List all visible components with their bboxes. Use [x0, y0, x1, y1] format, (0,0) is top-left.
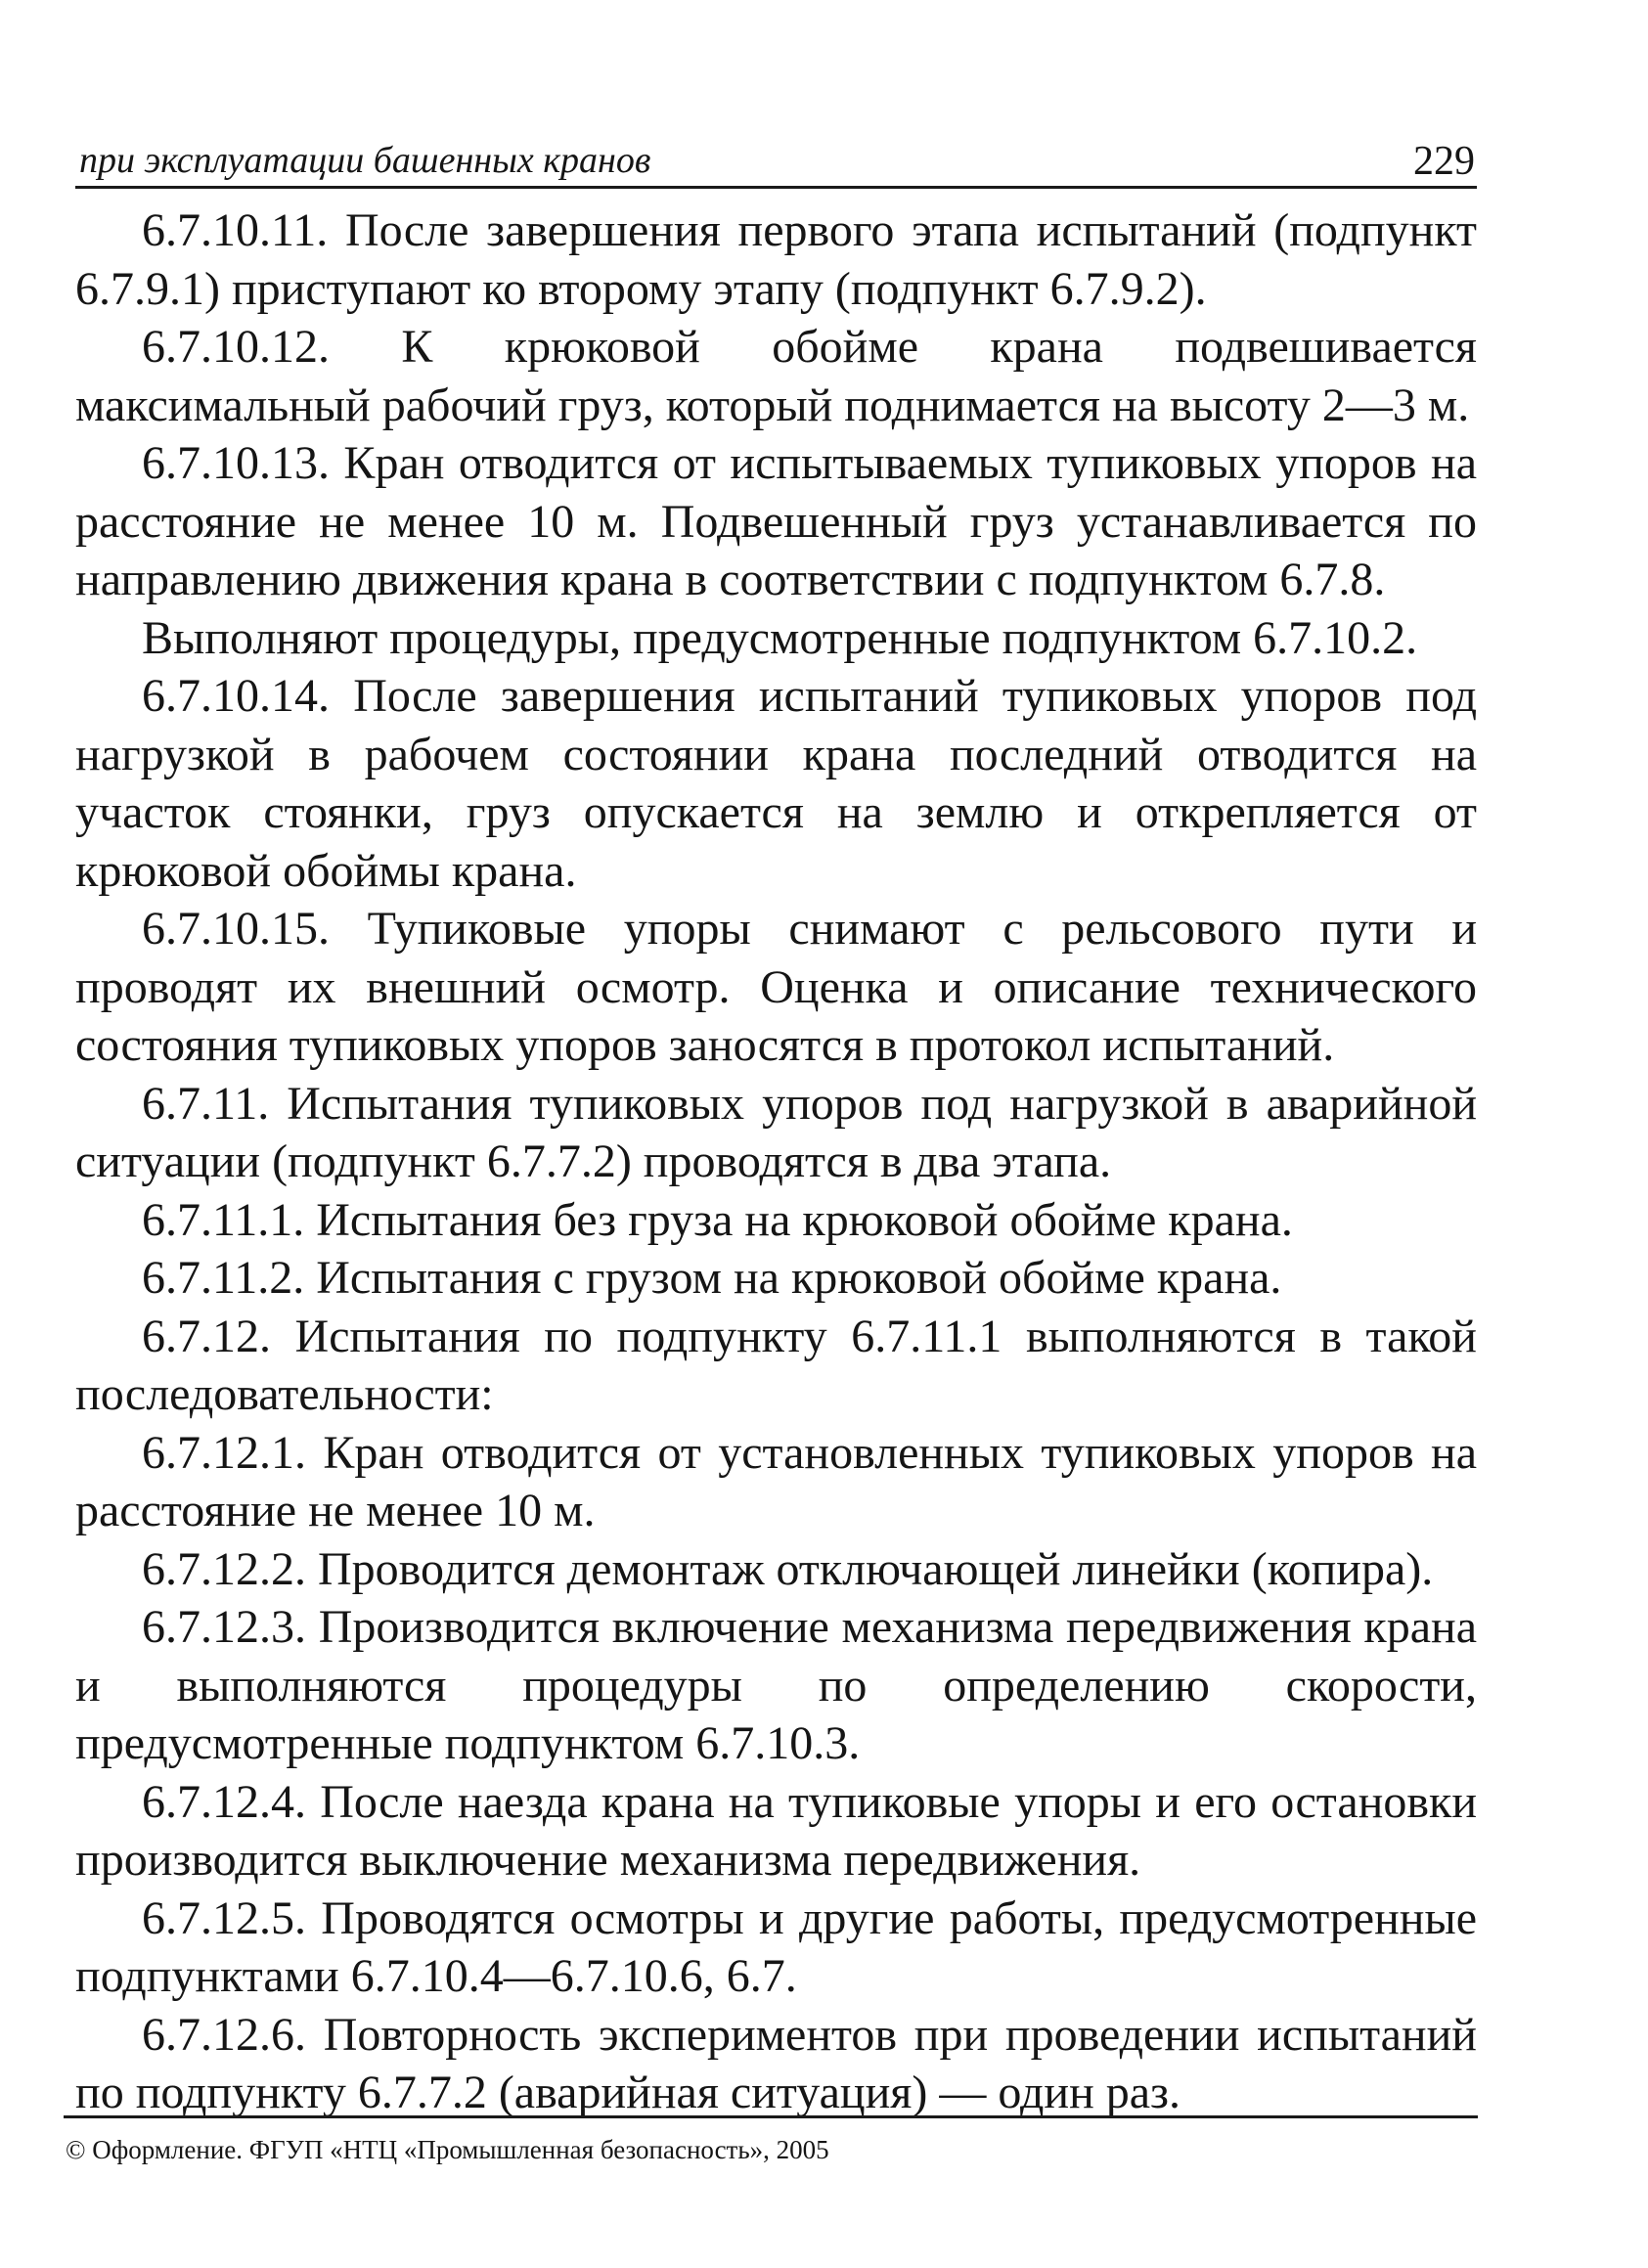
paragraph-6-7-12-2: 6.7.12.2. Проводится демонтаж отключающей линейки (копира). [142, 1542, 1434, 1595]
paragraph-6-7-12-1: 6.7.12.1. Кран отводится от установленных тупиковых упоров на расстояние не менее 10 м. [75, 1426, 1477, 1536]
paragraph-6-7-11-2: 6.7.11.2. Испытания с грузом на крюковой обойме крана. [142, 1252, 1282, 1304]
paragraph-6-7-10-15: 6.7.10.15. Тупиковые упоры снимают с рельсового пути и проводят их внешний осмотр. Оценка и описание технического состояния тупиковых упоров заносятся в протокол испытаний. [75, 903, 1477, 1071]
paragraph-6-7-12: 6.7.12. Испытания по подпункту 6.7.11.1 выполняются в такой последовательности: [75, 1310, 1477, 1420]
running-title: при эксплуатации башенных кранов [79, 140, 651, 181]
paragraph-6-7-12-5: 6.7.12.5. Проводятся осмотры и другие работы, предусмотренные подпунктами 6.7.10.4—6.7.10.6, 6.7. [75, 1891, 1477, 2002]
paragraph-6-7-10-13: 6.7.10.13. Кран отводится от испытываемых тупиковых упоров на расстояние не менее 10 м. Подвешенный груз устанавливается по направлению движения крана в соответствии с подпунктом 6.7.8. [75, 437, 1477, 605]
paragraph-procedures: Выполняют процедуры, предусмотренные подпунктом 6.7.10.2. [142, 611, 1418, 664]
paragraph-6-7-10-12: 6.7.10.12. К крюковой обойме крана подвешивается максимальный рабочий груз, который поднимается на высоту 2—3 м. [75, 321, 1477, 431]
page-footer [64, 2115, 1478, 2175]
paragraph-6-7-12-3: 6.7.12.3. Производится включение механизма передвижения крана и выполняются процедуры по определению скорости, предусмотренные подпунктом 6.7.10.3. [75, 1601, 1477, 1769]
paragraph-6-7-10-11: 6.7.10.11. После завершения первого этапа испытаний (подпункт 6.7.9.1) приступают ко второму этапу (подпункт 6.7.9.2). [75, 204, 1477, 315]
paragraph-6-7-11-1: 6.7.11.1. Испытания без груза на крюковой обойме крана. [142, 1193, 1293, 1246]
body-text [75, 201, 1477, 2122]
page-number: 229 [1413, 139, 1475, 184]
paragraph-6-7-11: 6.7.11. Испытания тупиковых упоров под нагрузкой в аварийной ситуации (подпункт 6.7.7.2) проводятся в два этапа. [75, 1077, 1477, 1187]
paragraph-6-7-12-6: 6.7.12.6. Повторность экспериментов при проведении испытаний по подпункту 6.7.7.2 (аварийная ситуация) — один раз. [75, 2008, 1477, 2118]
copyright-notice: © Оформление. ФГУП «НТЦ «Промышленная безопасность», 2005 [66, 2135, 829, 2164]
paragraph-6-7-12-4: 6.7.12.4. После наезда крана на тупиковые упоры и его остановки производится выключение механизма передвижения. [75, 1775, 1477, 1886]
page-header [75, 129, 1477, 189]
paragraph-6-7-10-14: 6.7.10.14. После завершения испытаний тупиковых упоров под нагрузкой в рабочем состоянии крана последний отводится на участок стоянки, груз опускается на землю и открепляется от крюковой обоймы крана. [75, 670, 1477, 897]
